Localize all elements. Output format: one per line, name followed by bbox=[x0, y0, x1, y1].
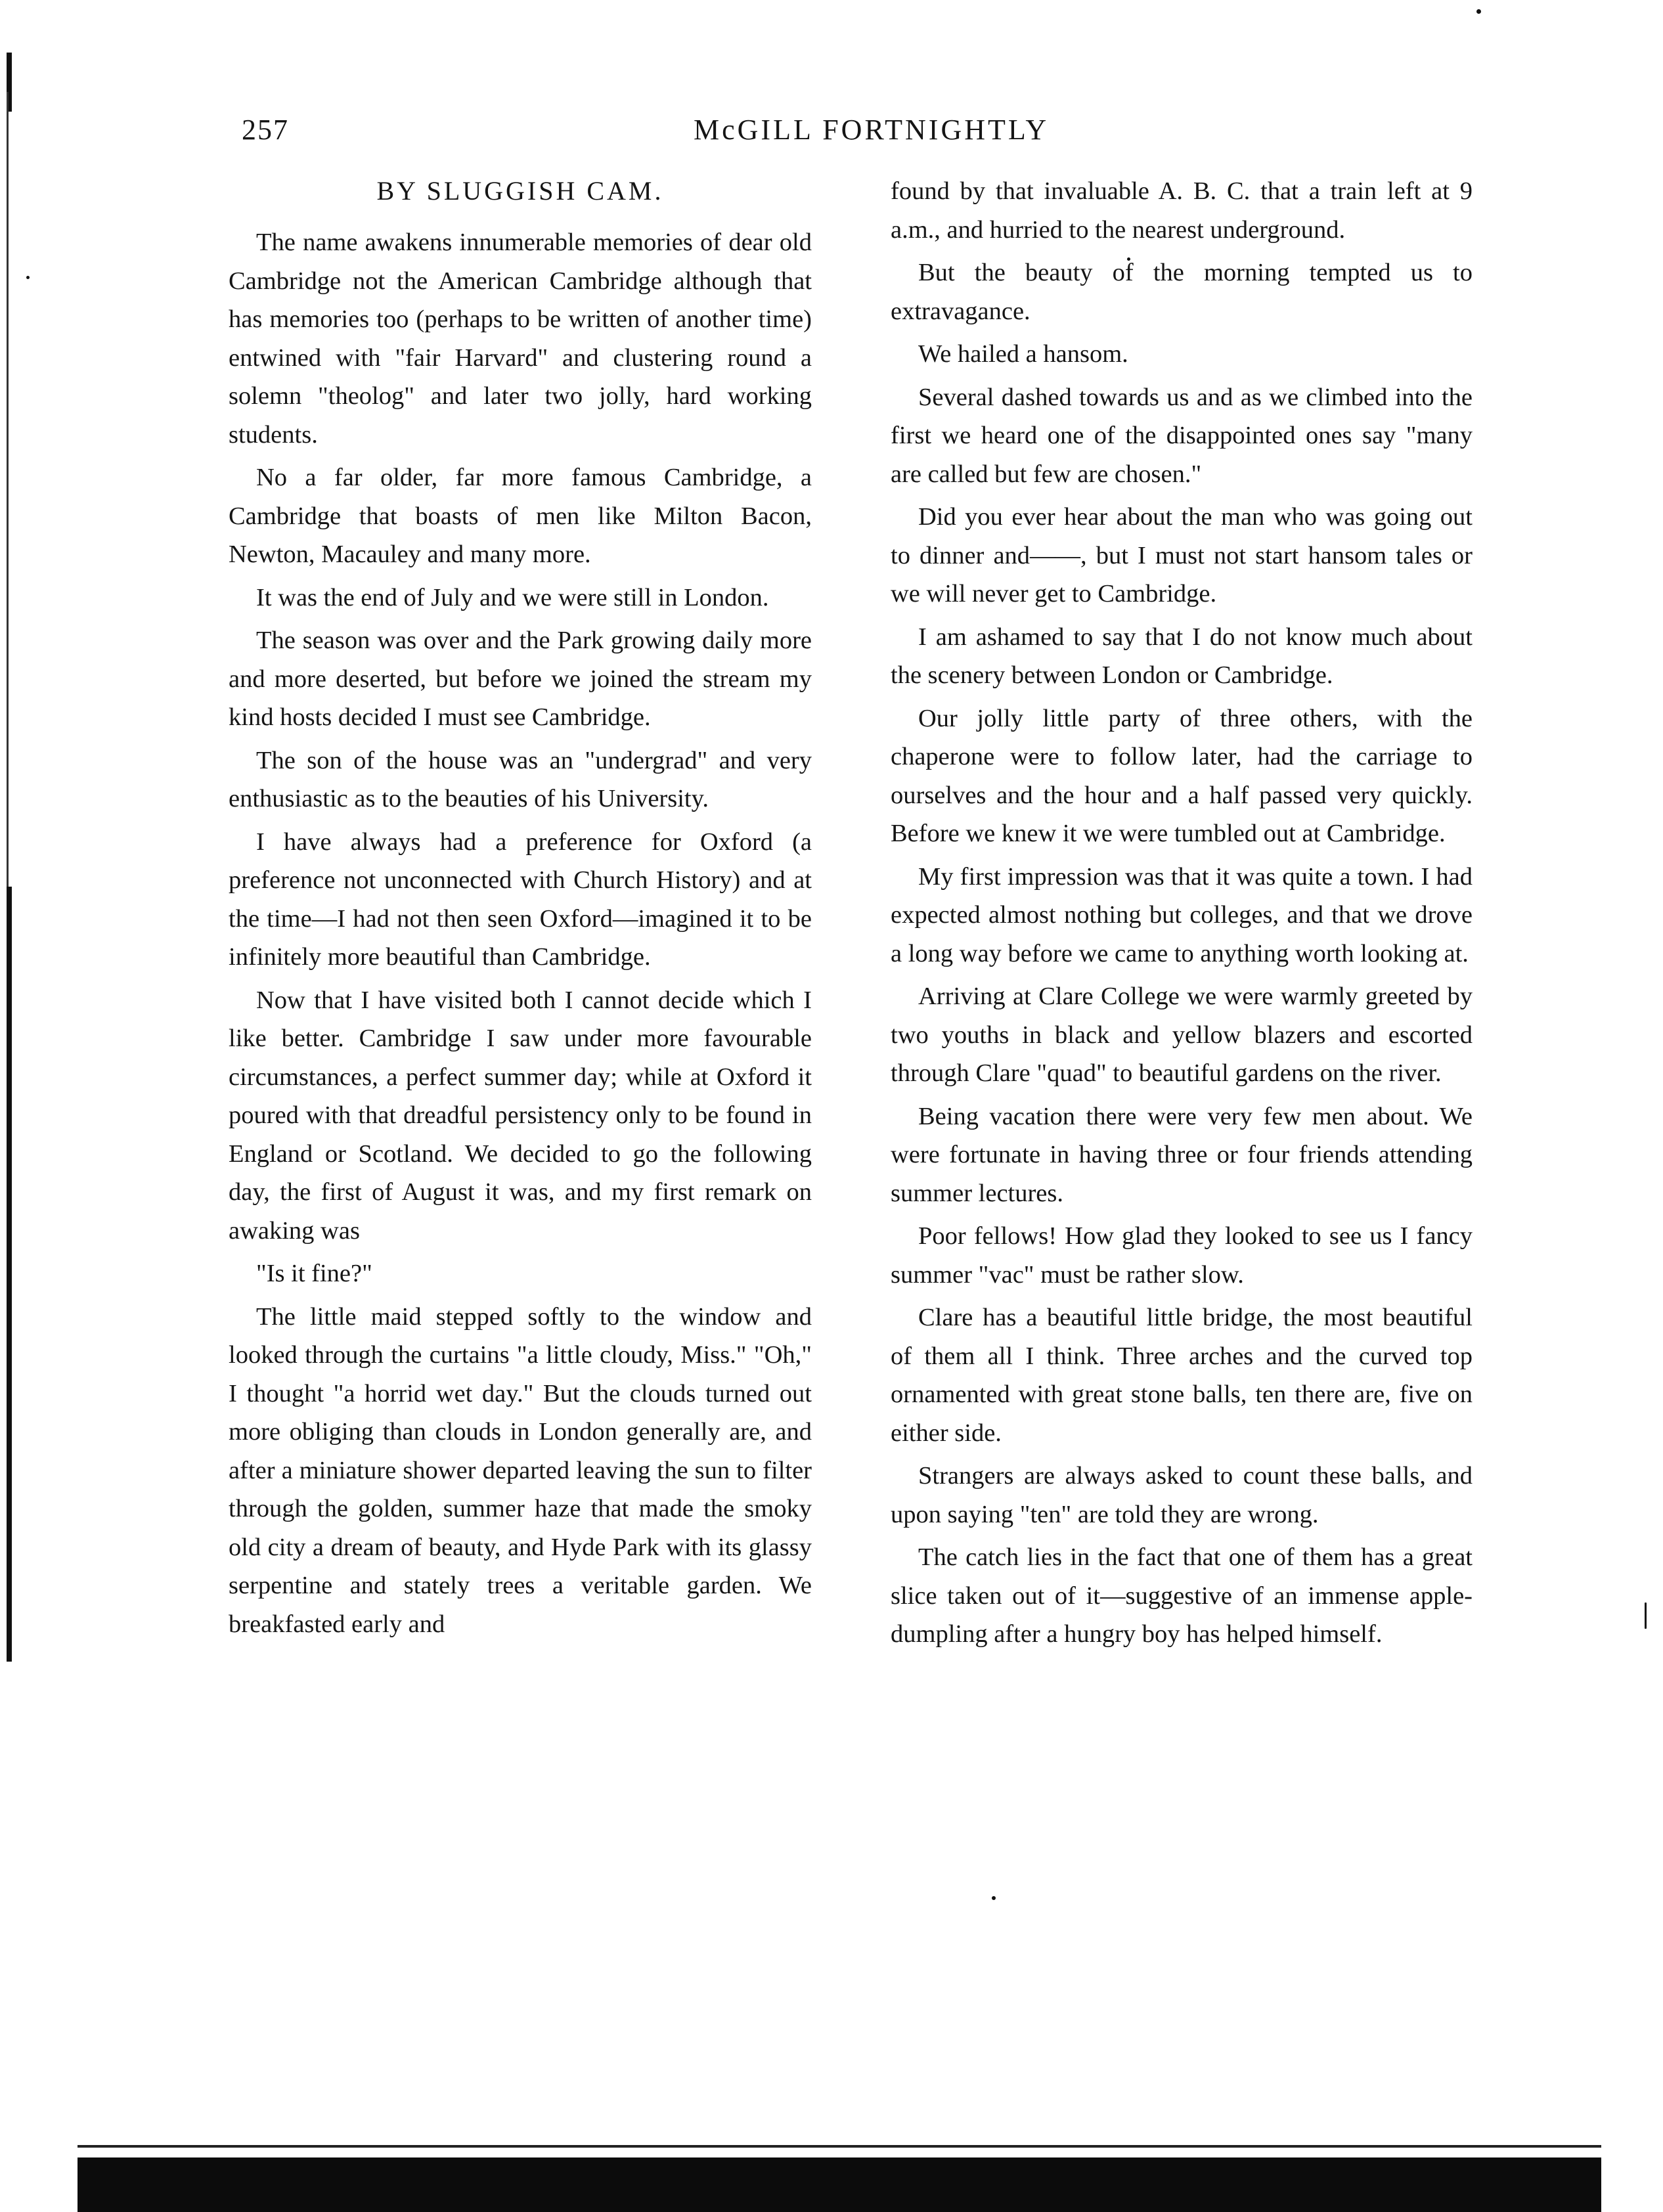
paragraph: Arriving at Clare College we were warmly greeted by two youths in black and yellow blazers and escorted through Clare "quad" to beautiful gardens on the river. bbox=[891, 983, 1473, 1087]
scan-speck bbox=[1645, 1603, 1647, 1629]
paragraph: Our jolly little party of three others, with the chaperone were to follow later, had the carriage to ourselves and the hour and a half passed very quickly. Before we knew it we were tumbled out at Cambridge. bbox=[891, 704, 1473, 847]
paragraph: No a far older, far more famous Cambridge, a Cambridge that boasts of men like Milton Bacon, Newton, Macauley and many more. bbox=[229, 464, 812, 568]
paragraph: Did you ever hear about the man who was going out to dinner and——, but I must not start hansom tales or we will never get to Cambridge. bbox=[891, 503, 1473, 608]
scan-edge-mark-bottom bbox=[7, 887, 12, 1662]
paragraph: My first impression was that it was quite a town. I had expected almost nothing but colleges, and that we drove a long way before we came to anything worth looking at. bbox=[891, 862, 1473, 967]
paragraph: I have always had a preference for Oxford (a preference not unconnected with Church History) and at the time—I had not then seen Oxford—imagined it to be infinitely more beautiful than Cambridge. bbox=[229, 828, 812, 971]
page-number: 257 bbox=[242, 114, 289, 146]
paragraph: found by that invaluable A. B. C. that a train left at 9 a.m., and hurried to the nearest underground. bbox=[891, 177, 1473, 244]
scan-speck bbox=[26, 276, 30, 279]
paragraph: Clare has a beautiful little bridge, the most beautiful of them all I think. Three arches and the curved top ornamented with great stone balls, ten there are, five on either side. bbox=[891, 1304, 1473, 1447]
paragraph: It was the end of July and we were still in London. bbox=[256, 583, 769, 611]
scan-speck bbox=[1476, 9, 1481, 14]
paragraph: "Is it fine?" bbox=[256, 1260, 372, 1287]
paragraph: Poor fellows! How glad they looked to see us I fancy summer "vac" must be rather slow. bbox=[891, 1222, 1473, 1289]
right-column bbox=[891, 172, 1473, 1658]
paragraph: We hailed a hansom. bbox=[918, 340, 1128, 368]
paragraph: Strangers are always asked to count these balls, and upon saying "ten" are told they are wrong. bbox=[891, 1462, 1473, 1528]
paragraph: Being vacation there were very few men about. We were fortunate in having three or four friends attending summer lectures. bbox=[891, 1102, 1473, 1207]
paragraph: The catch lies in the fact that one of them has a great slice taken out of it—suggestive of an immense apple-dumpling after a hungry boy has helped himself. bbox=[891, 1543, 1473, 1648]
paragraph: The son of the house was an "undergrad" and very enthusiastic as to the beauties of his University. bbox=[229, 746, 812, 812]
paragraph: Several dashed towards us and as we climbed into the first we heard one of the disappointed ones say "many are called but few are chosen." bbox=[891, 383, 1473, 488]
paragraph: Now that I have visited both I cannot decide which I like better. Cambridge I saw under more favourable circumstances, a perfect summer day; while at Oxford it poured with that dreadful persistency only to be found in England or Scotland. We decided to go the following day, the first of August it was, and my first remark on awaking was bbox=[229, 986, 812, 1245]
paragraph: But the beauty of the morning tempted us to extravagance. bbox=[891, 259, 1473, 325]
page-header bbox=[0, 113, 1663, 159]
article-title: BY SLUGGISH CAM. bbox=[376, 176, 664, 206]
scan-edge-line bbox=[7, 92, 9, 939]
scan-speck bbox=[992, 1896, 996, 1900]
left-column bbox=[229, 172, 812, 1648]
running-head: McGILL FORTNIGHTLY bbox=[694, 114, 1050, 146]
paragraph: The season was over and the Park growing daily more and more deserted, but before we joined the stream my kind hosts decided I must see Cambridge. bbox=[229, 627, 812, 731]
paragraph: The name awakens innumerable memories of dear old Cambridge not the American Cambridge although that has memories too (perhaps to be written of another time) entwined with "fair Harvard" and clustering round a solemn "theolog" and later two jolly, hard working students. bbox=[229, 229, 812, 449]
paragraph: The little maid stepped softly to the window and looked through the curtains "a little cloudy, Miss." "Oh," I thought "a horrid wet day." But the clouds turned out more obliging than clouds in London generally are, and after a miniature shower departed leaving the sun to filter through the golden, summer haze that made the smoky old city a dream of beauty, and Hyde Park with its glassy serpentine and stately trees a veritable garden. We breakfasted early and bbox=[229, 1302, 812, 1638]
scan-footer-line bbox=[78, 2145, 1601, 2148]
paragraph: I am ashamed to say that I do not know much about the scenery between London or Cambridge. bbox=[891, 623, 1473, 689]
scan-footer-band bbox=[78, 2157, 1601, 2212]
